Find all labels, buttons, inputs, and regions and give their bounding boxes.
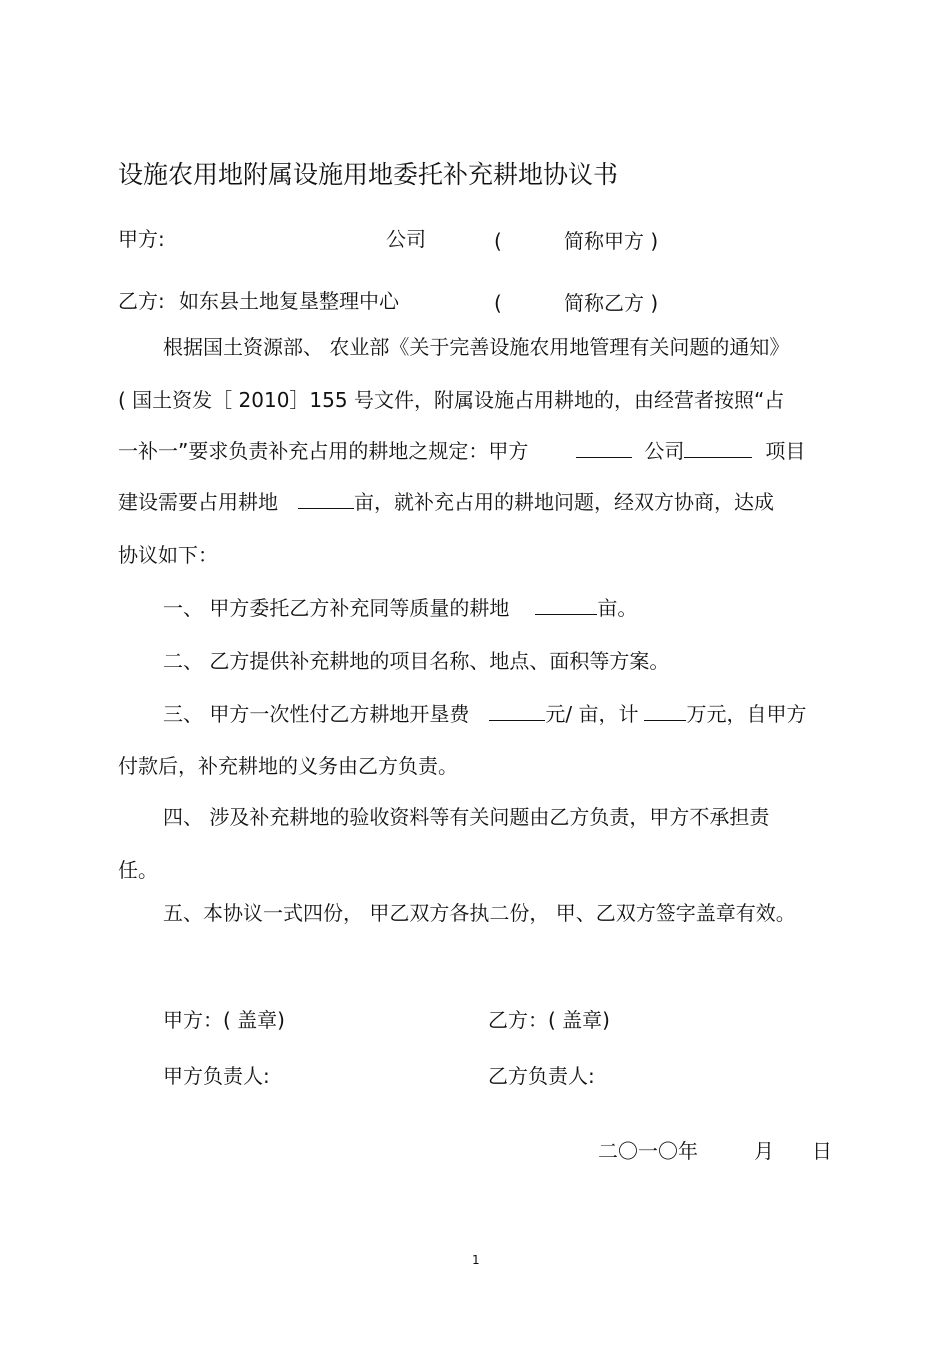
party-a-person: 甲方负责人: xyxy=(163,1064,270,1088)
party-b-label: 乙方: xyxy=(118,289,165,313)
preamble-line-4 xyxy=(118,488,774,516)
party-a-seal: 甲方：( 盖章) xyxy=(163,1008,285,1032)
party-a-short-name: 简称甲方 ) xyxy=(564,229,659,253)
clause-3-text-a: 三、 甲方一次性付乙方耕地开垦费 xyxy=(163,702,470,726)
party-a-label: 甲方: xyxy=(118,227,165,251)
clause-2: 二、 乙方提供补充耕地的项目名称、地点、面积等方案。 xyxy=(163,649,670,673)
date-day: 日 xyxy=(812,1139,832,1163)
date-year: 二〇一〇年 xyxy=(598,1139,698,1163)
clause-3-text-b: 元/ 亩，计 xyxy=(545,702,639,726)
page-number: 1 xyxy=(472,1253,480,1267)
total-fee-blank[interactable] xyxy=(644,700,686,721)
clause-1 xyxy=(163,594,637,622)
project-blank[interactable] xyxy=(684,437,752,458)
date-month: 月 xyxy=(754,1139,774,1163)
clause-3 xyxy=(163,700,806,728)
fee-per-mu-blank[interactable] xyxy=(489,700,545,721)
preamble-line-3-text-a: 一补一”要求负责补充占用的耕地之规定：甲方 xyxy=(118,439,529,463)
party-b-name: 如东县土地复垦整理中心 xyxy=(179,289,399,313)
clause-4: 四、 涉及补充耕地的验收资料等有关问题由乙方负责，甲方不承担责 xyxy=(163,805,770,829)
party-a-company: 公司 xyxy=(386,227,426,251)
party-b-seal: 乙方：( 盖章) xyxy=(488,1008,610,1032)
preamble-line-2: ( 国土资发［ 2010］155 号文件，附属设施占用耕地的，由经营者按照“占 xyxy=(118,388,785,412)
clause-3-continued: 付款后，补充耕地的义务由乙方负责。 xyxy=(118,754,458,778)
preamble-line-4-text-b: 亩，就补充占用的耕地问题，经双方协商，达成 xyxy=(354,490,774,514)
preamble-line-3 xyxy=(118,437,805,465)
preamble-line-5: 协议如下： xyxy=(118,543,218,567)
preamble-line-3-text-c: 项目 xyxy=(765,439,806,463)
document-title: 设施农用地附属设施用地委托补充耕地协议书 xyxy=(118,160,619,189)
clause-1-area-blank[interactable] xyxy=(535,594,597,615)
preamble-line-1: 根据国土资源部、 农业部《关于完善设施农用地管理有关问题的通知》 xyxy=(163,335,790,359)
clause-4-continued: 任。 xyxy=(118,858,158,882)
company-blank[interactable] xyxy=(576,437,632,458)
preamble-line-3-text-b: 公司 xyxy=(644,439,685,463)
party-b-short-name: 简称乙方 ) xyxy=(564,291,659,315)
clause-5: 五、本协议一式四份， 甲乙双方各执二份， 甲、乙双方签字盖章有效。 xyxy=(163,901,796,925)
clause-1-text: 一、 甲方委托乙方补充同等质量的耕地 xyxy=(163,596,510,620)
party-a-paren: ( xyxy=(494,229,502,253)
clause-1-unit: 亩。 xyxy=(597,596,638,620)
party-b-person: 乙方负责人: xyxy=(488,1064,595,1088)
preamble-line-4-text-a: 建设需要占用耕地 xyxy=(118,490,278,514)
party-b-paren: ( xyxy=(494,291,502,315)
clause-3-text-c: 万元，自甲方 xyxy=(686,702,807,726)
area-blank[interactable] xyxy=(298,488,354,509)
